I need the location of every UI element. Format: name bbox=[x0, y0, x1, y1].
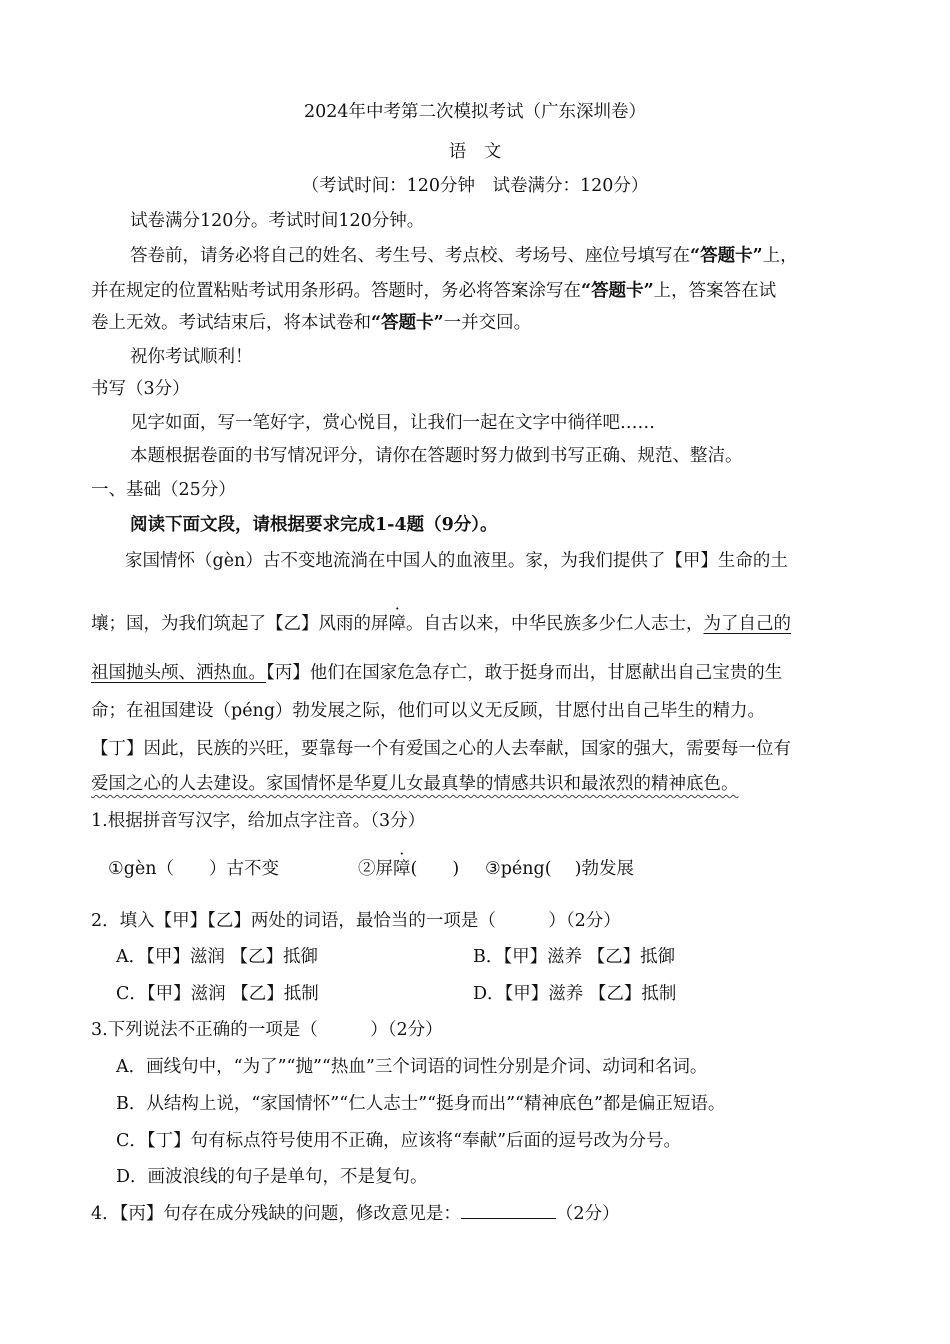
q3-option-b: B．从结构上说，“家国情怀”“仁人志士”“挺身而出”“精神底色”都是偏正短语。 bbox=[116, 1094, 726, 1114]
wavy-underlined-sentence: 爱国之心的人去建设。家国情怀是华夏儿女最真挚的情感共识和最浓烈的精神底色。 bbox=[91, 774, 739, 794]
dotted-char: 障 bbox=[388, 614, 406, 634]
passage-line-6 bbox=[91, 773, 739, 795]
notice-line-3: 并在规定的位置粘贴考试用条形码。答题时，务必将答案涂写在“答题卡”上，答案答在试 bbox=[91, 281, 777, 301]
section-heading: 一、基础（25分） bbox=[91, 480, 236, 500]
notice-line-4: 卷上无效。考试结束后，将本试卷和“答题卡”一并交回。 bbox=[91, 313, 532, 333]
q2-option-a: A．【甲】滋润 【乙】抵御 bbox=[116, 947, 318, 967]
exam-title: 2024年中考第二次模拟考试（广东深圳卷） bbox=[303, 102, 647, 122]
q3-stem: 3.下列说法不正确的一项是（ ）（2分） bbox=[91, 1020, 443, 1040]
section-instruction: 阅读下面文段，请根据要求完成1-4题（9分）。 bbox=[130, 515, 498, 535]
writing-heading: 书写（3分） bbox=[91, 379, 190, 399]
notice-line-2: 答卷前，请务必将自己的姓名、考生号、考点校、考场号、座位号填写在“答题卡”上， bbox=[130, 246, 798, 266]
q3-option-a: A．画线句中，“为了”“抛”“热血”三个词语的词性分别是介词、动词和名词。 bbox=[116, 1057, 708, 1077]
q2-option-d: D．【甲】滋养 【乙】抵制 bbox=[473, 984, 677, 1004]
q1-item-b: ②屏障( ) bbox=[358, 859, 460, 879]
passage-line-5: 【丁】因此，民族的兴旺，要靠每一个有爱国之心的人去奉献，国家的强大，需要每一位有 bbox=[91, 739, 791, 759]
wish-line: 祝你考试顺利！ bbox=[130, 347, 253, 367]
dotted-char: 障 bbox=[393, 859, 411, 879]
q3-option-d: D．画波浪线的句子是单句，不是复句。 bbox=[116, 1167, 428, 1187]
q4-stem: 4．【丙】句存在成分残缺的问题，修改意见是： （2分） bbox=[91, 1204, 620, 1224]
answer-card-term: “答题卡” bbox=[371, 313, 444, 333]
q2-stem: 2．填入【甲】【乙】两处的词语，最恰当的一项是（ ）（2分） bbox=[91, 911, 621, 931]
answer-card-term: “答题卡” bbox=[581, 281, 654, 301]
answer-blank[interactable] bbox=[461, 1202, 556, 1219]
notice-line-1: 试卷满分120分。考试时间120分钟。 bbox=[130, 211, 425, 231]
writing-para-2: 本题根据卷面的书写情况评分，请你在答题时努力做到书写正确、规范、整洁。 bbox=[130, 446, 743, 466]
q3-option-c: C．【丁】句有标点符号使用不正确，应该将“奉献”后面的逗号改为分号。 bbox=[116, 1131, 682, 1151]
underlined-sentence: 为了自己的 bbox=[703, 614, 791, 634]
writing-para-1: 见字如面，写一笔好字，赏心悦目，让我们一起在文字中徜徉吧…… bbox=[130, 413, 655, 433]
passage-line-3: 祖国抛头颅、洒热血。【丙】他们在国家危急存亡，敢于挺身而出，甘愿献出自己宝贵的生 bbox=[91, 663, 783, 683]
exam-time-info: （考试时间：120分钟 试卷满分：120分） bbox=[301, 176, 649, 196]
q1-item-a: ①gèn（ ）古不变 bbox=[108, 859, 280, 879]
passage-line-2: 壤；国，为我们筑起了【乙】风雨的屏障。自古以来，中华民族多少仁人志士，为了自己的 bbox=[91, 614, 791, 634]
passage-line-1: 家国情怀（gèn）古不变地流淌在中国人的血液里。家，为我们提供了【甲】生命的土 bbox=[125, 551, 788, 571]
q1-stem: 1.根据拼音写汉字，给加点字注音。（3分） bbox=[91, 811, 426, 831]
passage-line-4: 命；在祖国建设（péng）勃发展之际，他们可以义无反顾，甘愿付出自己毕生的精力。 bbox=[91, 701, 766, 721]
q2-option-c: C．【甲】滋润 【乙】抵制 bbox=[116, 984, 319, 1004]
underlined-sentence: 祖国抛头颅、洒热血。 bbox=[91, 663, 266, 683]
q1-item-c: ③péng( )勃发展 bbox=[485, 859, 634, 879]
q2-option-b: B．【甲】滋养 【乙】抵御 bbox=[473, 947, 676, 967]
answer-card-term: “答题卡” bbox=[690, 246, 763, 266]
subject-title: 语 文 bbox=[448, 142, 502, 162]
